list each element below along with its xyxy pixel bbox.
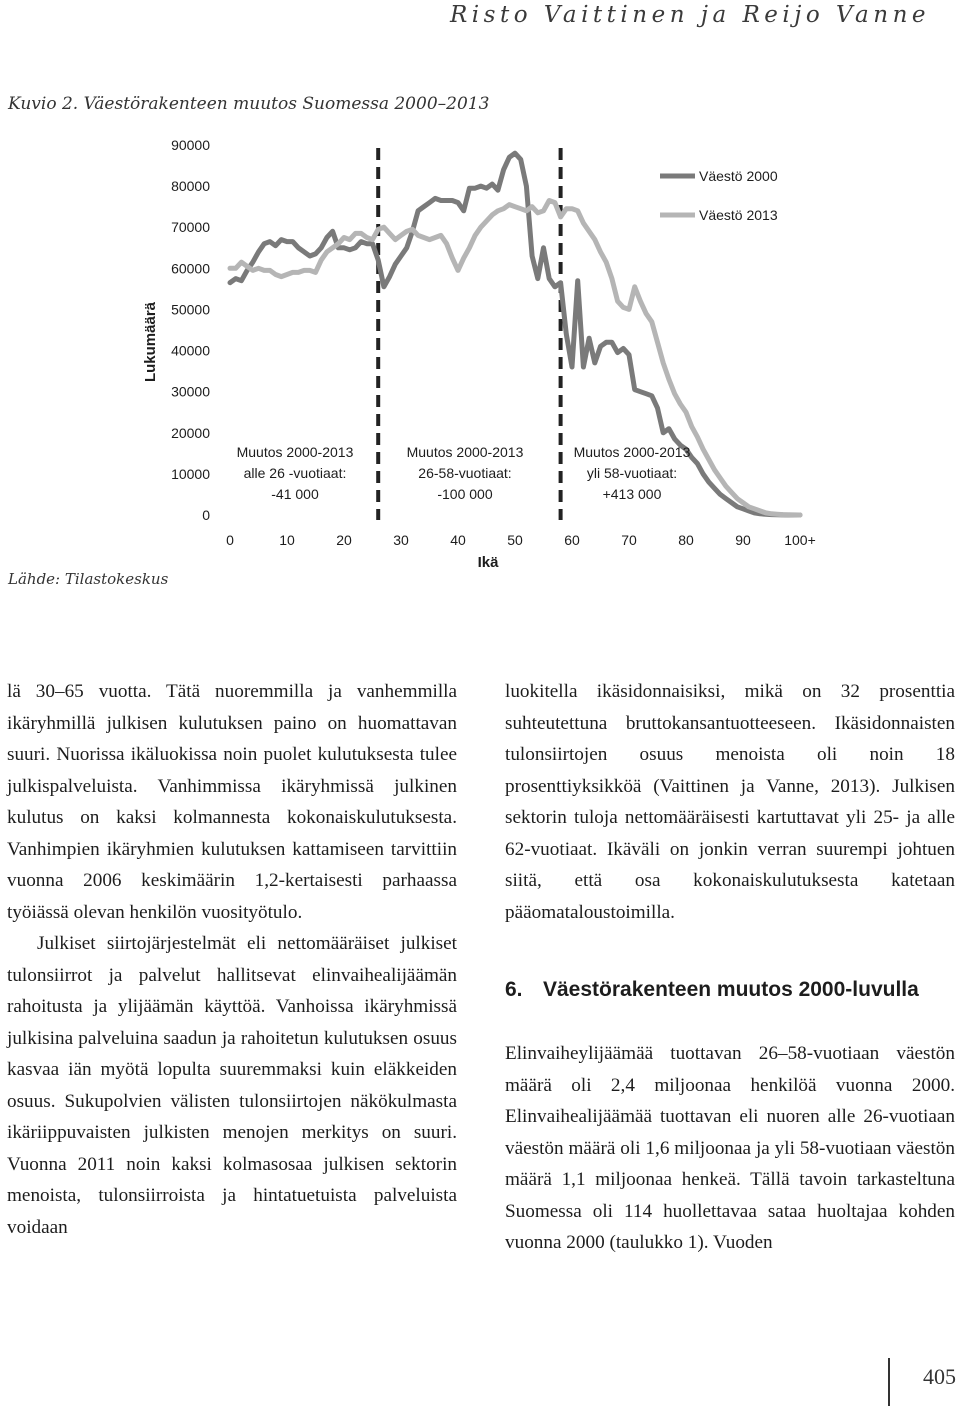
figure-caption: Kuvio 2. Väestörakenteen muutos Suomessa 2000–2013 (8, 94, 490, 114)
right-paragraph-1: luokitella ikäsidonnaisiksi, mikä on 32 prosenttia suhteutettuna bruttokansantuotteeseen. Ikäsidonnaisten tulonsiirtojen osuus menoista oli noin 18 prosenttiyksikköä (Vaittinen ja Vanne, 2013). Julkisen sektorin tuloja nettomääräisesti kartuttavat yli 25- ja alle 62-vuotiaat. Ikäväli on jonkin verran suurempi johtuen siitä, että osa kokonaiskulutuksesta katetaan pääomataloustoimilla. (505, 681, 955, 923)
y-tick-label: 30000 (171, 383, 210, 400)
x-tick-label: 20 (336, 532, 352, 548)
y-tick-label: 70000 (171, 219, 210, 236)
annotation-text: yli 58-vuotiaat: (586, 465, 678, 481)
right-paragraph-2: Elinvaiheylijäämää tuottavan 26–58-vuotiaan väestön määrä oli 2,4 miljoonaa henkilöä vuonna 2000. Elinvaihealijäämää tuottavan eli nuoren alle 26-vuotiaan väestön määrä oli 1,6 miljoonaa ja yli 58-vuotiaan väestön määrä 1,1 miljoonaa henkeä. Tällä tavoin tarkasteltuna Suomessa oli 114 huollettavaa sataa huoltajaa kohden vuonna 2000 (taulukko 1). Vuoden (505, 1043, 955, 1253)
section-number: 6. (505, 978, 523, 1001)
x-axis-label: Ikä (477, 554, 499, 571)
page-number: 405 (923, 1364, 956, 1389)
y-tick-label: 0 (202, 507, 210, 523)
left-paragraph-2: Julkiset siirtojärjestelmät eli nettomääräiset julkiset tulonsiirrot ja palvelut hallitsevat elinvaihealijäämän rahoitusta ja ylijäämän käyttöä. Vanhoissa ikäryhmissä julkisina palveluina saadun ja rahoitetun kulutuksen osuus kasvaa iän myötä lopulta suuremmaksi kuin eläkkeiden osuus. Sukupolvien välisten tulonsiirtojen näkökulmasta ikäriippuvaisten julkisten menojen merkitys on suuri. Vuonna 2011 noin kaksi kolmasosaa julkisen sektorin menoista, tulonsiirroista ja hintatuetuista palveluista voidaan (7, 933, 457, 1238)
annotation-text: -100 000 (437, 486, 493, 502)
y-axis-label: Lukumäärä (142, 301, 159, 383)
x-tick-label: 40 (450, 532, 466, 548)
section-heading (505, 974, 955, 1005)
left-paragraph-1: lä 30–65 vuotta. Tätä nuoremmilla ja vanhemmilla ikäryhmillä julkisen kulutuksen paino on huomattavan suuri. Nuorissa ikäluokissa noin puolet kulutuksesta tulee julkispalveluista. Vanhimmissa ikäryhmissä julkinen kulutus on kaksi kolmannesta kokonaiskulutuksesta. Vanhimpien ikäryhmien kulutuksen kattamiseen tarvittiin vuonna 2006 keskimäärin 1,2-kertaisesti parhaassa työiässä olevan henkilön vuosityötulo. (7, 681, 457, 923)
section-title: Väestörakenteen muutos 2000-luvulla (543, 978, 919, 1001)
x-tick-label: 10 (279, 532, 295, 548)
x-tick-label: 70 (621, 532, 637, 548)
x-tick-label: 30 (393, 532, 409, 548)
annotation-text: +413 000 (602, 486, 662, 502)
legend-label: Väestö 2013 (699, 207, 778, 223)
y-tick-label: 20000 (171, 424, 210, 441)
page-number-rule (888, 1358, 890, 1406)
right-column (505, 676, 955, 1259)
figure-source: Lähde: Tilastokeskus (8, 570, 169, 588)
annotation-text: Muutos 2000-2013 (406, 444, 524, 460)
annotation-text: -41 000 (271, 486, 319, 502)
x-tick-label: 80 (678, 532, 694, 548)
left-column (7, 676, 457, 1243)
x-tick-label: 50 (507, 532, 523, 548)
running-head: Risto Vaittinen ja Reijo Vanne (449, 2, 930, 28)
annotation-text: alle 26 -vuotiaat: (243, 465, 347, 481)
x-tick-label: 60 (564, 532, 580, 548)
annotation-text: 26-58-vuotiaat: (418, 465, 512, 481)
y-tick-label: 50000 (171, 301, 210, 318)
annotation-text: Muutos 2000-2013 (236, 444, 354, 460)
x-tick-label: 100+ (784, 532, 816, 548)
y-tick-label: 60000 (171, 260, 210, 277)
y-tick-label: 90000 (171, 137, 210, 153)
y-tick-label: 80000 (171, 178, 210, 195)
y-tick-label: 40000 (171, 342, 210, 359)
y-tick-label: 10000 (171, 465, 210, 482)
population-chart (0, 120, 960, 580)
annotation-text: Muutos 2000-2013 (573, 444, 691, 460)
x-tick-label: 0 (226, 532, 234, 548)
legend-label: Väestö 2000 (699, 168, 778, 184)
x-tick-label: 90 (735, 532, 751, 548)
